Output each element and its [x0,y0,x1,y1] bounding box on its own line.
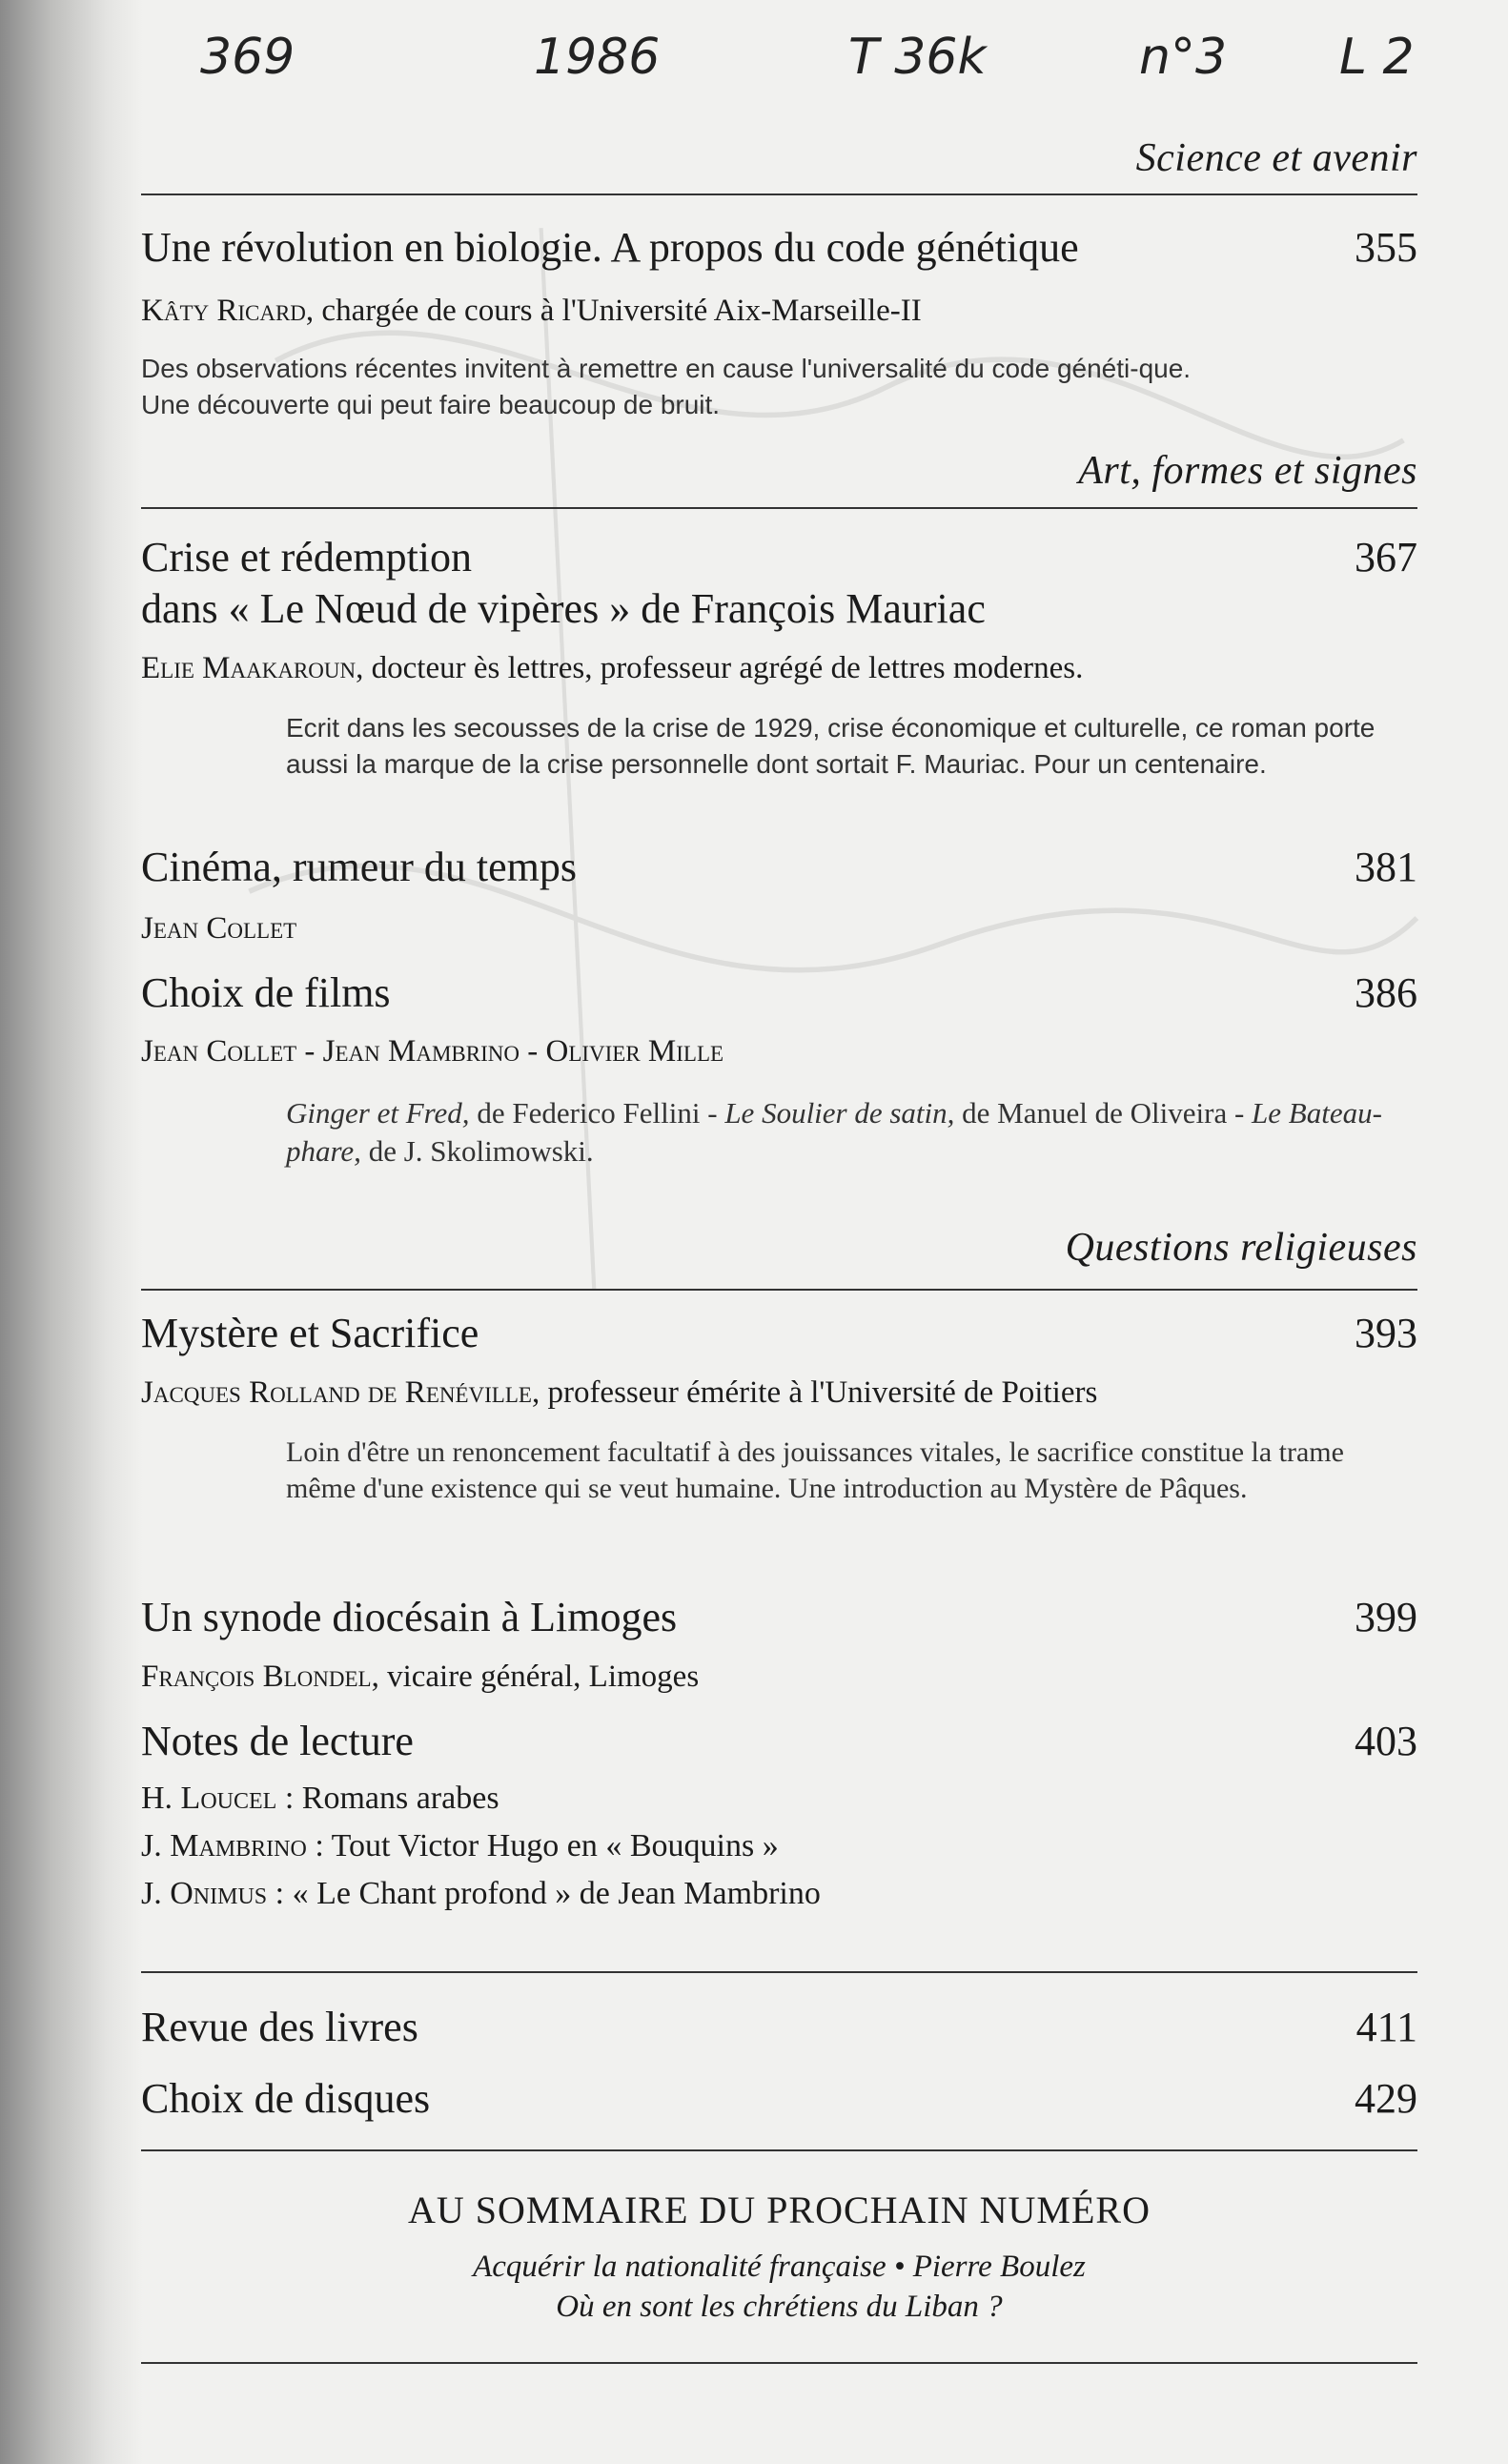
entry-author [141,648,1083,688]
handwritten-note-2: 1986 [534,29,661,86]
toc-entry-cinema [141,842,1417,893]
toc-entry-synode [141,1592,1417,1643]
section-rule [141,507,1417,509]
section-rule [141,193,1417,195]
toc-entry-disques [141,2073,1417,2125]
entry-page: 386 [1355,969,1417,1016]
entry-authors: Jean Collet - Jean Mambrino - Olivier Mille [141,1034,724,1069]
entry-author [141,1657,699,1697]
handwritten-note-5: L 2 [1339,29,1415,86]
entry-title: Choix de films [141,969,391,1016]
author-role: , vicaire général, Limoges [371,1660,700,1694]
entry-page: 367 [1355,534,1417,580]
film-director: de Manuel de Oliveira - [954,1096,1253,1130]
note-author: H. Loucel [141,1781,277,1816]
section-rule [141,2149,1417,2151]
entry-abstract: Ecrit dans les secousses de la crise de 1929, crise économique et culturelle, ce roman porte aussi la marque de la crise personnelle dont sortait F. Mauriac. Pour un centenaire. [286,713,1376,779]
author-name: Elie Maakaroun [141,651,357,685]
section-rule [141,1971,1417,1973]
note-author: J. Mambrino [141,1828,307,1863]
author-role: , docteur ès lettres, professeur agrégé de lettres modernes. [356,651,1084,685]
handwritten-note-4: n°3 [1139,29,1228,86]
entry-author [141,291,922,331]
author-name: Jacques Rolland de Renéville [141,1375,532,1410]
next-issue-line: Où en sont les chrétiens du Liban ? [556,2290,1003,2324]
entry-page: 429 [1355,2075,1417,2122]
entry-author: Jean Collet [141,911,297,946]
entry-title: Revue des livres [141,2004,418,2050]
handwritten-note-3: T 36k [848,29,987,86]
reading-note [141,1823,779,1870]
scan-edge-shadow [0,0,143,2464]
handwritten-note-1: 369 [200,29,295,86]
entry-title: Crise et rédemption [141,534,473,580]
film-director: de J. Skolimowski. [360,1134,594,1168]
section-rule [141,1289,1417,1291]
author-name: François Blondel [141,1660,372,1694]
note-author: J. Onimus [141,1876,268,1911]
entry-abstract: Des observations récentes invitent à remettre en cause l'universalité du code généti-que. Une découverte qui peut faire beaucoup de bruit. [141,354,1192,419]
entry-title: Choix de disques [141,2075,431,2122]
entry-page: 399 [1355,1594,1417,1640]
next-issue-title: AU SOMMAIRE DU PROCHAIN NUMÉRO [408,2189,1151,2231]
entry-page: 381 [1355,844,1417,890]
entry-page: 411 [1355,2004,1417,2050]
note-text: : Tout Victor Hugo en « Bouquins » [306,1828,779,1863]
toc-entry-films [141,967,1417,1019]
film-list [286,1094,1411,1171]
entry-title: Mystère et Sacrifice [141,1310,479,1356]
note-text: : « Le Chant profond » de Jean Mambrino [267,1876,821,1911]
film-title: Ginger et Fred, [286,1096,470,1130]
footer-rule [141,2362,1417,2364]
section-heading-science: Science et avenir [1135,136,1417,180]
author-role: , professeur émérite à l'Université de Poitiers [531,1375,1098,1410]
toc-entry-crise [141,532,1417,583]
note-text: : Romans arabes [276,1781,499,1816]
section-heading-art: Art, formes et signes [1078,449,1417,493]
entry-title: Notes de lecture [141,1718,414,1764]
toc-entry-biology [141,222,1417,274]
entry-author [141,1373,1097,1413]
author-role: , chargée de cours à l'Université Aix-Marseille-II [305,294,922,328]
reading-note [141,1870,821,1918]
entry-page: 393 [1355,1310,1417,1356]
entry-page: 403 [1355,1718,1417,1764]
entry-page: 355 [1355,224,1417,271]
entry-title: Un synode diocésain à Limoges [141,1594,678,1640]
entry-abstract: Loin d'être un renoncement facultatif à des jouissances vitales, le sacrifice constitue la trame même d'une existence qui se veut humaine. Une introduction au Mystère de Pâques. [286,1436,1344,1504]
film-title: Le Soulier de satin, [724,1096,955,1130]
toc-entry-mystere [141,1308,1417,1359]
reading-note [141,1775,499,1823]
section-heading-religion: Questions religieuses [1065,1226,1417,1270]
toc-entry-notes [141,1716,1417,1767]
next-issue-line: Acquérir la nationalité française • Pierre Boulez [473,2250,1086,2284]
film-title: Le Bateau-phare, [286,1096,1382,1168]
toc-entry-revue [141,2002,1417,2053]
film-director: de Federico Fellini - [469,1096,725,1130]
toc-entry-crise-line2 [141,583,1417,635]
author-name: Kâty Ricard [141,294,306,328]
entry-title: Cinéma, rumeur du temps [141,844,578,890]
entry-title-line2: dans « Le Nœud de vipères » de François Mauriac [141,585,986,632]
entry-title: Une révolution en biologie. A propos du code génétique [141,224,1079,271]
